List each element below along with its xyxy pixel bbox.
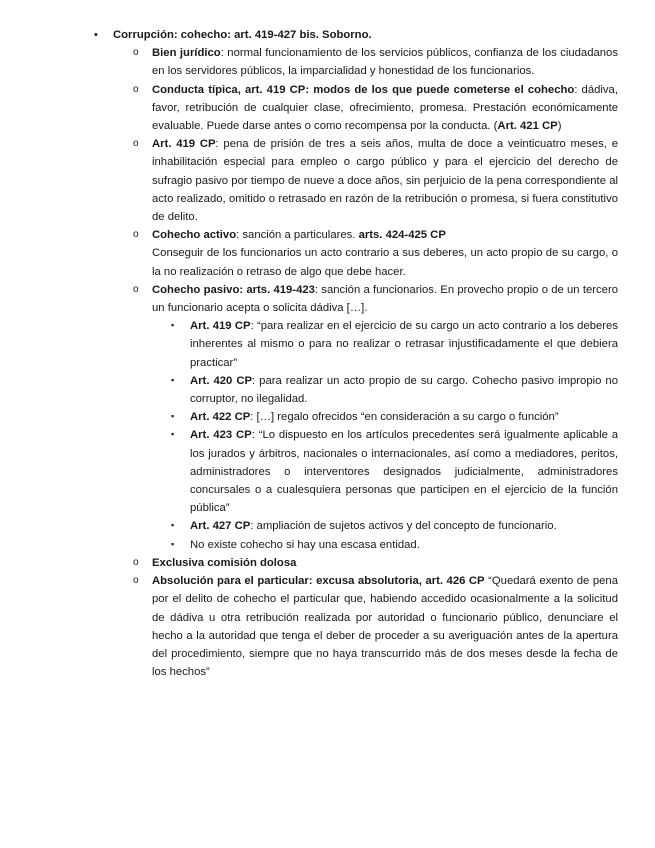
item-text-secondary: ) — [557, 120, 562, 133]
item-text: : “Lo dispuesto en los artículos precedentes será igualmente aplicable a los jurados y árbitros, nacionales o internacionales, así como a mediadores, peritos, administradores o interventores designados judicialmente, administradores concursales o a cualesquiera personas que participen en el ejercicio de la función pública” — [190, 429, 618, 515]
item-text-continuation: Conseguir de los funcionarios un acto contrario a sus deberes, un acto propio de su cargo, o la no realización o retraso de algo que debe hacer. — [152, 247, 618, 278]
item-text: : ampliación de sujetos activos y del concepto de funcionario. — [250, 520, 557, 533]
item-text: No existe cohecho si hay una escasa entidad. — [190, 538, 420, 551]
sublist-item-art-422 — [171, 408, 618, 426]
square-bullet-marker: ▪ — [171, 429, 175, 440]
sublist-item-art-427 — [171, 517, 618, 535]
item-label: Bien jurídico — [152, 47, 221, 60]
list-item-absolucion — [133, 572, 618, 681]
bullet-marker: o — [133, 229, 139, 241]
item-text: : sanción a funcionarios. En provecho propio o de un tercero un funcionario acepta o solicita dádiva […]. — [152, 283, 618, 315]
square-bullet-marker: ▪ — [171, 411, 175, 422]
square-bullet-marker: ▪ — [171, 520, 175, 531]
item-label: Conducta típica, art. 419 CP: modos de los que puede cometerse el cohecho — [152, 83, 575, 96]
bullet-marker: o — [133, 47, 139, 59]
item-label: Art. 419 CP — [152, 138, 216, 151]
bullet-marker: o — [133, 138, 139, 150]
square-bullet-marker: ▪ — [171, 374, 175, 385]
list-item-conducta-tipica — [133, 81, 618, 136]
item-label-secondary: Art. 421 CP — [497, 120, 558, 133]
item-label: Cohecho activo — [152, 229, 237, 242]
list-item-art-419 — [133, 135, 618, 226]
list-item-cohecho-pasivo — [133, 281, 618, 317]
bullet-marker: o — [133, 283, 139, 295]
item-label: Cohecho pasivo: arts. 419-423 — [152, 283, 315, 296]
item-text: : sanción a particulares. — [236, 229, 359, 242]
list-item-cohecho-activo — [133, 226, 618, 281]
item-label: Art. 422 CP — [190, 411, 251, 424]
square-bullet-marker: ▪ — [171, 320, 175, 331]
sublist-item-art-423 — [171, 426, 618, 517]
item-label: Art. 423 CP — [190, 429, 252, 442]
item-text: : para realizar un acto propio de su cargo. Cohecho pasivo impropio no corruptor, no ilegalidad. — [190, 374, 618, 406]
bullet-marker: o — [133, 83, 139, 95]
bullet-marker: o — [133, 575, 139, 587]
list-item-comision-dolosa — [133, 554, 618, 572]
item-label-secondary: arts. 424-425 CP — [358, 229, 446, 242]
item-label: Art. 419 CP — [190, 320, 251, 333]
square-bullet-marker: ▪ — [171, 538, 175, 549]
item-text: : normal funcionamiento de los servicios públicos, confianza de los ciudadanos en los servidores públicos, la imparcialidad y honestidad de los funcionarios. — [152, 47, 618, 78]
item-text: : pena de prisión de tres a seis años, multa de doce a veinticuatro meses, e inhabilitación especial para empleo o cargo público y para el ejercicio del derecho de sufragio pasivo por tiempo de nueve a doce años, sin perjuicio de la pena correspondiente al acto realizado, omitido o retrasado en razón de la retribución o promesa, si fuera constitutivo de delito. — [152, 138, 618, 224]
sublist-item-escasa-entidad — [171, 536, 618, 554]
item-text: : dádiva, favor, retribución de cualquier clase, ofrecimiento, promesa. Prestación económicamente evaluable. Puede darse antes o como recompensa por la conducta. ( — [152, 83, 618, 133]
document-page — [0, 26, 655, 681]
item-text: : […] regalo ofrecidos “en consideración a su cargo o función” — [250, 411, 559, 424]
bullet-marker: o — [133, 556, 139, 568]
sublist-item-art-420 — [171, 372, 618, 408]
item-text: : “para realizar en el ejercicio de su cargo un acto contrario a los deberes inherentes al mismo o para no realizar o retrasar injustificadamente el que debiera practicar” — [190, 320, 618, 369]
list-item-bien-juridico — [133, 44, 618, 80]
item-label: Exclusiva comisión dolosa — [152, 556, 297, 569]
item-text: “Quedará exento de pena por el delito de cohecho el particular que, habiendo accedido ocasionalmente a la solicitud de dádiva u otra retribución realizada por autoridad o funcionario público, denunciare el hecho a la autoridad que tenga el deber de proceder a su averiguación antes de la apertura del procedimiento, siempre que no haya transcurrido más de dos meses desde la fecha de los hechos” — [152, 575, 618, 679]
item-label: Art. 420 CP — [190, 374, 253, 387]
item-label: Art. 427 CP — [190, 520, 251, 533]
section-title: Corrupción: cohecho: art. 419-427 bis. Soborno. — [113, 29, 372, 41]
bullet-marker: • — [94, 29, 98, 41]
item-label: Absolución para el particular: excusa absolutoria, art. 426 CP — [152, 575, 485, 588]
section-heading — [94, 26, 618, 44]
sublist-item-art-419 — [171, 317, 618, 372]
